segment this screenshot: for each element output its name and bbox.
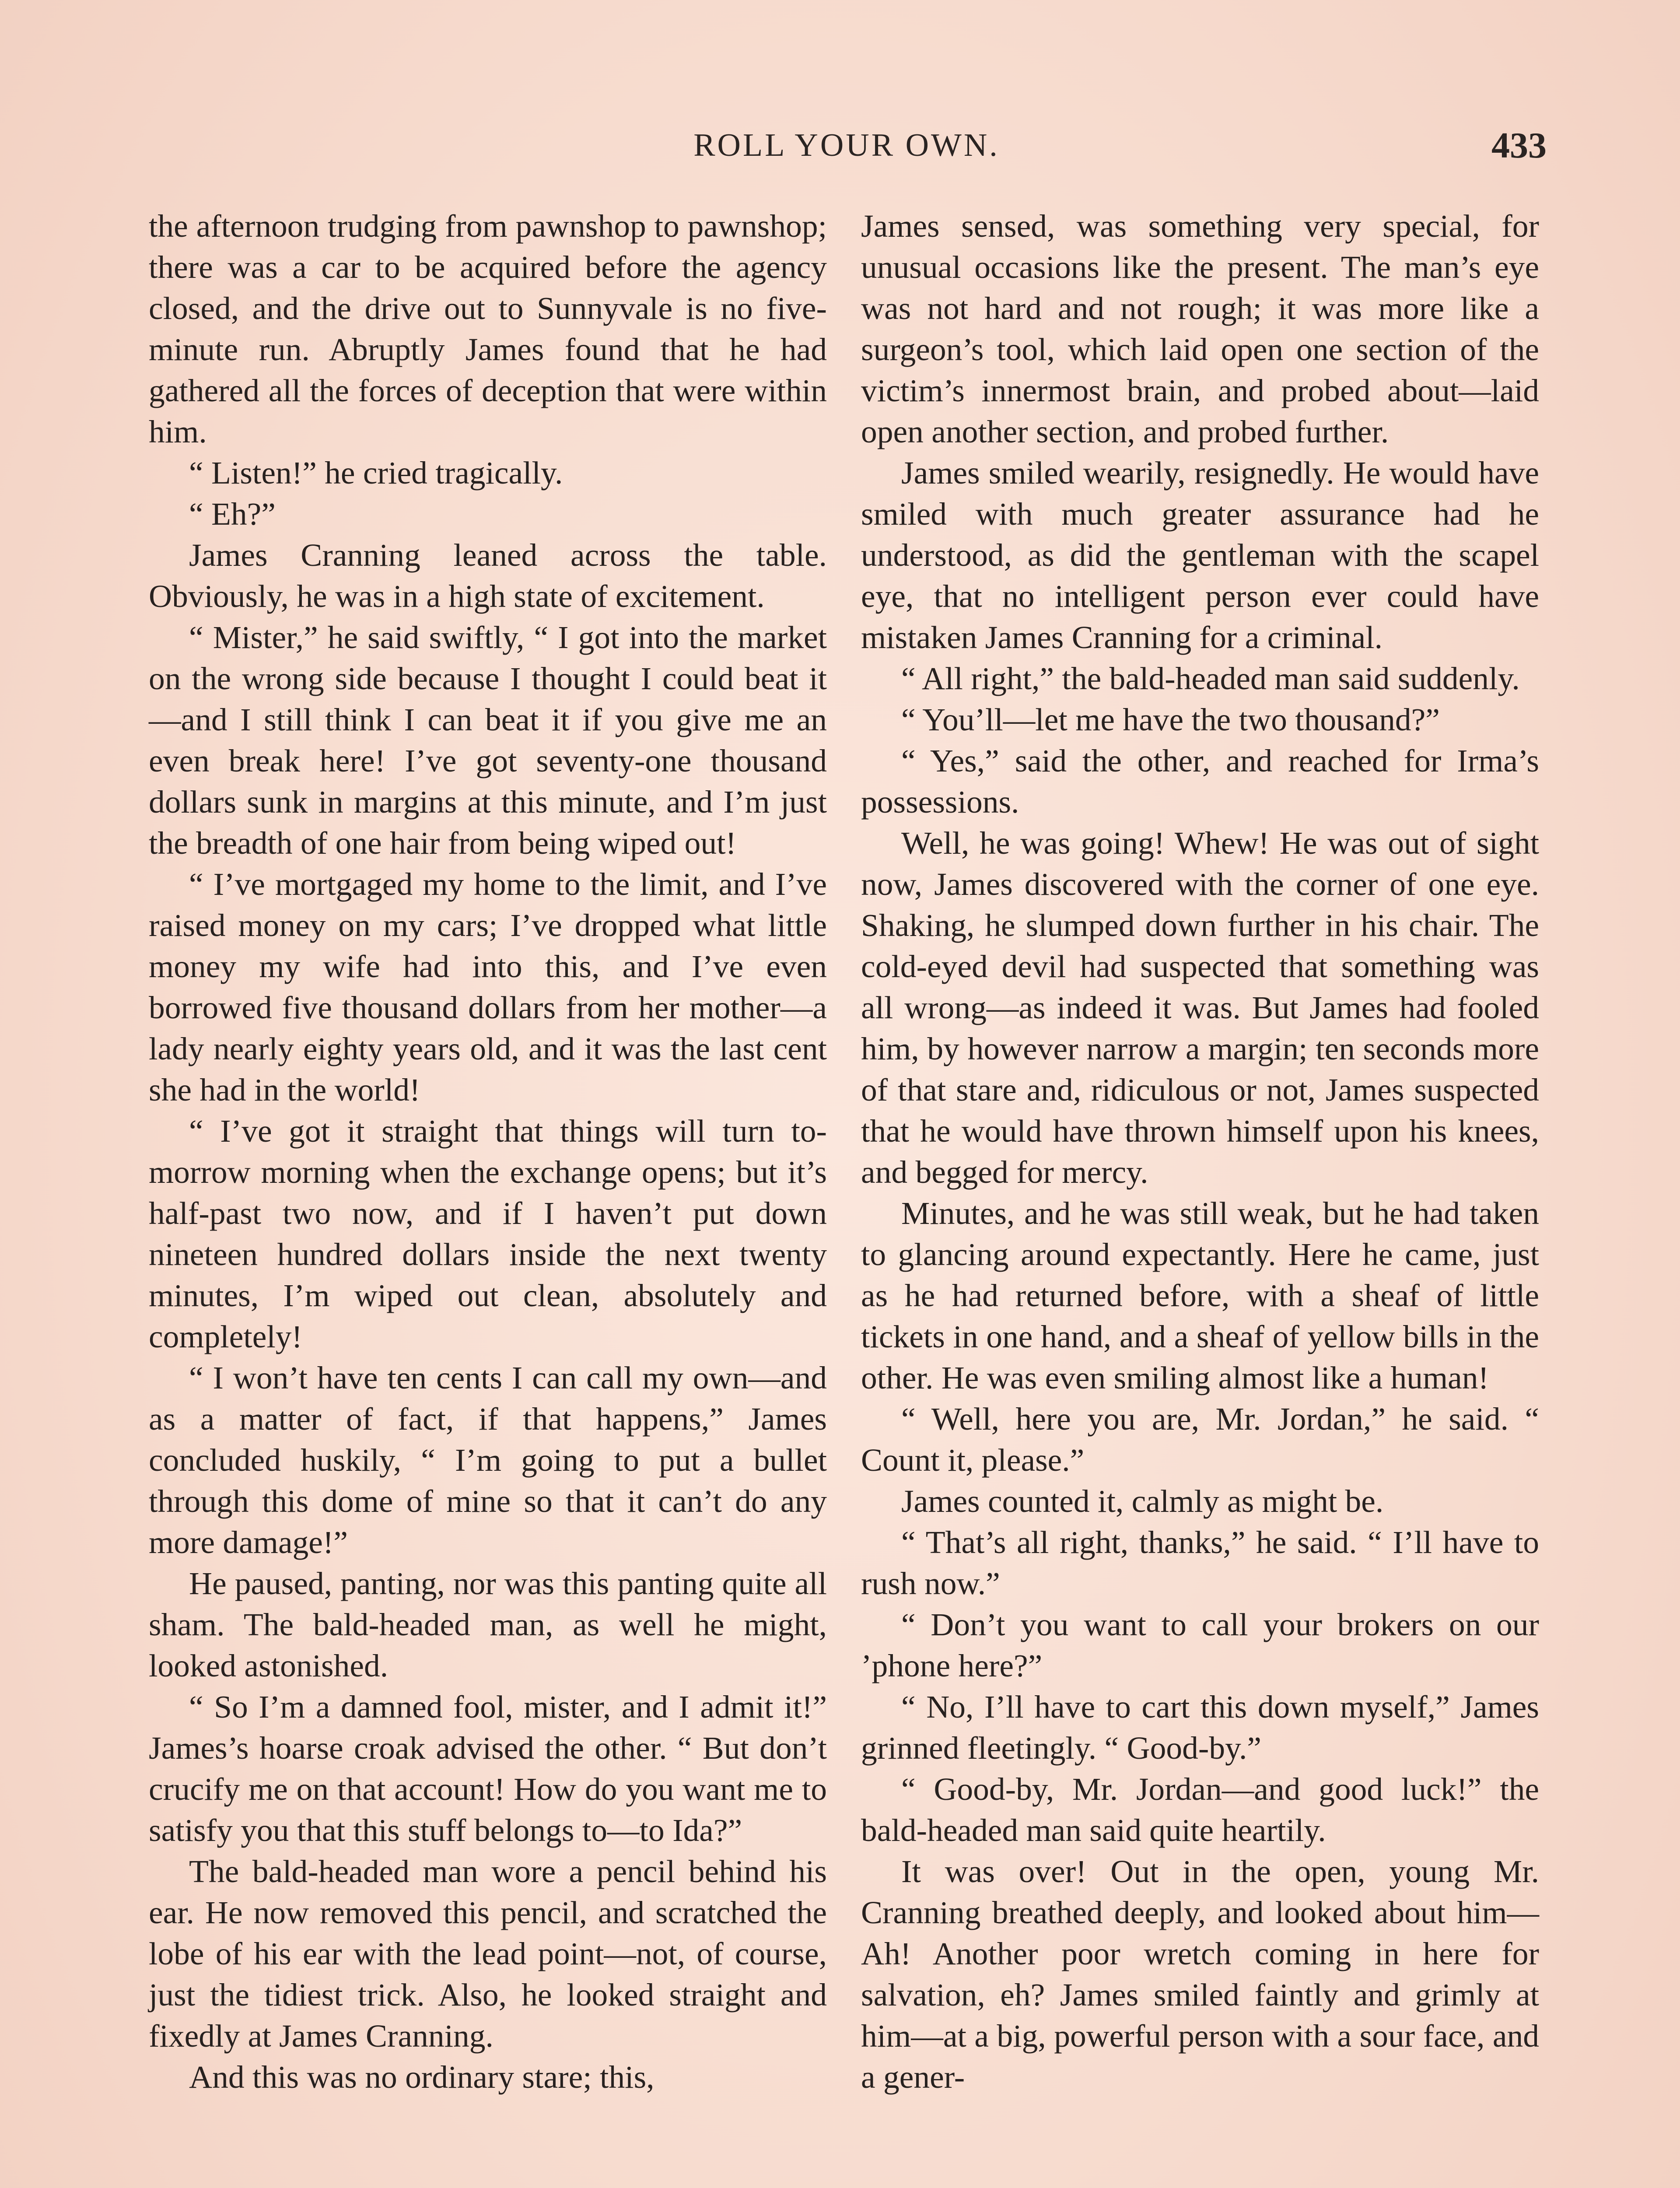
paragraph: James counted it, calmly as might be. [901,1483,1384,1519]
paragraph: the afternoon trudging from pawnshop to pawnshop; there was a car to be acquired before the agency closed, and the drive out to Sunnyvale is no five-minute run. Abruptly James found that he had gathered all the forces of deception that were within him. [149,208,827,449]
paragraph: “ I’ve got it straight that things will turn to-morrow morning when the exchange opens; but it’s half-past two now, and if I haven’t put down nineteen hundred dollars inside the next twenty minutes, I’m wiped out clean, absolutely and completely! [149,1113,827,1354]
paragraph: “ Well, here you are, Mr. Jordan,” he said. “ Count it, please.” [861,1401,1539,1478]
paragraph: “ That’s all right, thanks,” he said. “ I’ll have to rush now.” [861,1525,1539,1601]
page-number: 433 [1491,125,1547,166]
paragraph: “ Eh?” [189,496,276,532]
paragraph: “ Yes,” said the other, and reached for Irma’s possessions. [861,743,1539,820]
paragraph: Minutes, and he was still weak, but he had taken to glancing around expectantly. Here he came, just as he had returned before, with a sheaf of little tickets in one hand, and a sheaf of yellow bills in the other. He was even smiling almost like a human! [861,1196,1539,1396]
paragraph: James smiled wearily, resignedly. He would have smiled with much greater assurance had he understood, as did the gentleman with the scapel eye, that no intelligent person ever could have mistaken James Cranning for a criminal. [861,455,1539,655]
paragraph: “ Mister,” he said swiftly, “ I got into the market on the wrong side because I thought I could beat it—and I still think I can beat it if you give me an even break here! I’ve got seventy-one thousand dollars sunk in margins at this minute, and I’m just the breadth of one hair from being wiped out! [149,620,827,861]
paragraph: “ Good-by, Mr. Jordan—and good luck!” the bald-headed man said quite heartily. [861,1771,1539,1848]
paragraph: “ So I’m a damned fool, mister, and I admit it!” James’s hoarse croak advised the other. “ But don’t crucify me on that account! How do you want me to satisfy you that this stuff belongs to—to Ida?” [149,1689,827,1848]
paragraph: James sensed, was something very special, for unusual occasions like the present. The man’s eye was not hard and not rough; it was more like a surgeon’s tool, which laid open one section of the victim’s innermost brain, and probed about—laid open another section, and probed further. [861,208,1539,449]
page-header [147,127,1547,175]
paragraph: James Cranning leaned across the table. Obviously, he was in a high state of excitement. [149,537,827,614]
running-title: ROLL YOUR OWN. [693,127,1000,163]
paragraph: “ Listen!” he cried tragically. [189,455,563,491]
paragraph: “ I won’t have ten cents I can call my own—and as a matter of fact, if that happens,” James concluded huskily, “ I’m going to put a bullet through this dome of mine so that it can’t do any more damage!” [149,1360,827,1560]
left-column [149,206,827,2098]
paragraph: “ You’ll—let me have the two thousand?” [901,702,1440,737]
paragraph: “ All right,” the bald-headed man said suddenly. [901,661,1520,696]
paragraph: It was over! Out in the open, young Mr. Cranning breathed deeply, and looked about him— Ah! Another poor wretch coming in here for salvation, eh? James smiled faintly and grimly at him—at a big, powerful person with a sour face, and a gener- [861,1854,1539,2095]
paragraph: “ Don’t you want to call your brokers on our ’phone here?” [861,1607,1539,1683]
right-column [861,206,1539,2098]
paragraph: “ I’ve mortgaged my home to the limit, and I’ve raised money on my cars; I’ve dropped what little money my wife had into this, and I’ve even borrowed five thousand dollars from her mother—a lady nearly eighty years old, and it was the last cent she had in the world! [149,866,827,1108]
paragraph: And this was no ordinary stare; this, [189,2059,654,2095]
paragraph: The bald-headed man wore a pencil behind his ear. He now removed this pencil, and scratched the lobe of his ear with the lead point—not, of course, just the tidiest trick. Also, he looked straight and fixedly at James Cranning. [149,1854,827,2054]
paragraph: He paused, panting, nor was this panting quite all sham. The bald-headed man, as well he might, looked astonished. [149,1566,827,1683]
paragraph: “ No, I’ll have to cart this down myself,” James grinned fleetingly. “ Good-by.” [861,1689,1539,1766]
paragraph: Well, he was going! Whew! He was out of sight now, James discovered with the corner of one eye. Shaking, he slumped down further in his chair. The cold-eyed devil had suspected that something was all wrong—as indeed it was. But James had fooled him, by however narrow a margin; ten seconds more of that stare and, ridiculous or not, James suspected that he would have thrown himself upon his knees, and begged for mercy. [861,825,1539,1190]
